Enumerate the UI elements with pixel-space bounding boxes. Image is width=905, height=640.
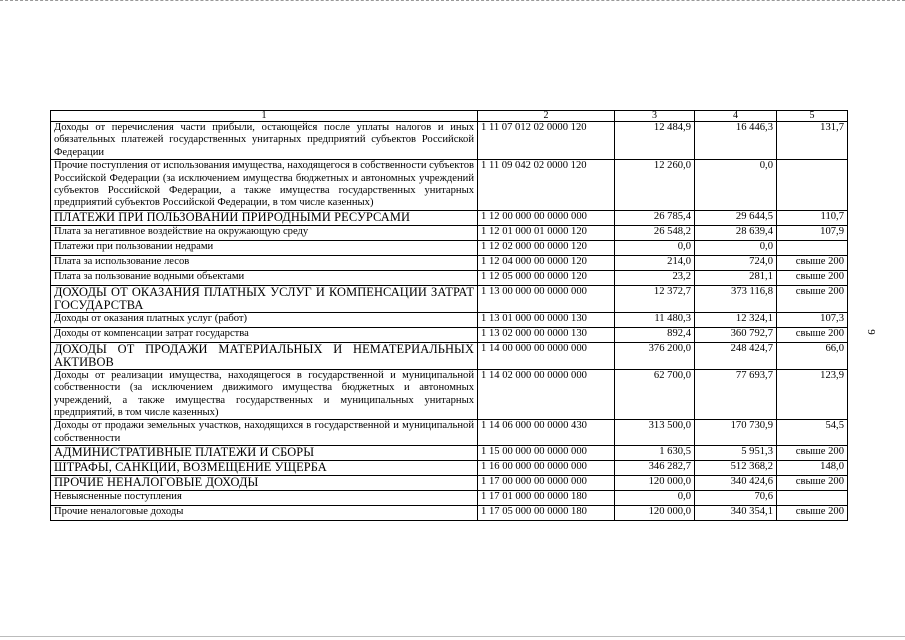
- row-value-col3: 12 484,9: [615, 122, 695, 160]
- header-col-1: 1: [51, 111, 478, 122]
- row-name-cell: Прочие неналоговые доходы: [51, 506, 478, 521]
- row-name-cell: Плата за использование лесов: [51, 255, 478, 270]
- row-value-col4: 340 354,1: [695, 506, 777, 521]
- row-name-cell: ПЛАТЕЖИ ПРИ ПОЛЬЗОВАНИИ ПРИРОДНЫМИ РЕСУРСАМИ: [51, 210, 478, 225]
- row-value-col4: 0,0: [695, 240, 777, 255]
- row-value-col4: 16 446,3: [695, 122, 777, 160]
- table-row: [51, 255, 848, 270]
- row-value-col5: свыше 200: [777, 506, 848, 521]
- scan-edge-bottom: [0, 636, 905, 637]
- row-code-cell: 1 12 01 000 01 0000 120: [478, 225, 615, 240]
- row-name-cell: ШТРАФЫ, САНКЦИИ, ВОЗМЕЩЕНИЕ УЩЕРБА: [51, 461, 478, 476]
- table-section-row: [51, 446, 848, 461]
- row-value-col3: 12 260,0: [615, 160, 695, 211]
- row-value-col3: 120 000,0: [615, 506, 695, 521]
- row-value-col3: 23,2: [615, 270, 695, 285]
- row-name-cell: Платежи при пользовании недрами: [51, 240, 478, 255]
- row-name-cell: Невыясненные поступления: [51, 491, 478, 506]
- row-value-col4: 5 951,3: [695, 446, 777, 461]
- table-row: [51, 506, 848, 521]
- row-value-col4: 724,0: [695, 255, 777, 270]
- row-value-col5: свыше 200: [777, 446, 848, 461]
- table-row: [51, 122, 848, 160]
- row-code-cell: 1 12 02 000 00 0000 120: [478, 240, 615, 255]
- row-value-col5: [777, 160, 848, 211]
- row-value-col5: 54,5: [777, 420, 848, 446]
- row-value-col4: 340 424,6: [695, 476, 777, 491]
- row-value-col4: 512 368,2: [695, 461, 777, 476]
- table-row: [51, 270, 848, 285]
- row-value-col4: 77 693,7: [695, 369, 777, 420]
- table-row: [51, 327, 848, 342]
- row-value-col3: 892,4: [615, 327, 695, 342]
- row-value-col3: 376 200,0: [615, 342, 695, 369]
- row-name-cell: ДОХОДЫ ОТ ПРОДАЖИ МАТЕРИАЛЬНЫХ И НЕМАТЕРИАЛЬНЫХ АКТИВОВ: [51, 342, 478, 369]
- table-row: [51, 491, 848, 506]
- row-value-col4: 28 639,4: [695, 225, 777, 240]
- row-code-cell: 1 15 00 000 00 0000 000: [478, 446, 615, 461]
- row-code-cell: 1 12 00 000 00 0000 000: [478, 210, 615, 225]
- row-code-cell: 1 17 01 000 00 0000 180: [478, 491, 615, 506]
- row-name-cell: Плата за негативное воздействие на окружающую среду: [51, 225, 478, 240]
- row-value-col5: 110,7: [777, 210, 848, 225]
- row-code-cell: 1 13 00 000 00 0000 000: [478, 285, 615, 312]
- row-value-col5: 66,0: [777, 342, 848, 369]
- row-value-col5: 107,3: [777, 312, 848, 327]
- row-code-cell: 1 17 00 000 00 0000 000: [478, 476, 615, 491]
- row-name-cell: Доходы от продажи земельных участков, находящихся в государственной и муниципальной собственности: [51, 420, 478, 446]
- table-row: [51, 420, 848, 446]
- table-row: [51, 369, 848, 420]
- row-value-col5: свыше 200: [777, 327, 848, 342]
- header-col-5: 5: [777, 111, 848, 122]
- row-value-col4: 248 424,7: [695, 342, 777, 369]
- row-value-col3: 11 480,3: [615, 312, 695, 327]
- row-name-cell: Плата за пользование водными объектами: [51, 270, 478, 285]
- row-code-cell: 1 12 04 000 00 0000 120: [478, 255, 615, 270]
- row-name-cell: Прочие поступления от использования имущества, находящегося в собственности субъектов Российской Федерации (за исключением имущества бюджетных и автономных учреждений субъектов Российской Федерации, а также имущества государственных унитарных предприятий субъектов Российской Федерации, в том числе казенных): [51, 160, 478, 211]
- row-value-col3: 12 372,7: [615, 285, 695, 312]
- table-row: [51, 225, 848, 240]
- row-name-cell: АДМИНИСТРАТИВНЫЕ ПЛАТЕЖИ И СБОРЫ: [51, 446, 478, 461]
- revenue-table: [50, 110, 848, 521]
- row-value-col4: 70,6: [695, 491, 777, 506]
- row-code-cell: 1 14 02 000 00 0000 000: [478, 369, 615, 420]
- row-value-col4: 373 116,8: [695, 285, 777, 312]
- row-value-col5: 107,9: [777, 225, 848, 240]
- row-name-cell: Доходы от компенсации затрат государства: [51, 327, 478, 342]
- row-code-cell: 1 12 05 000 00 0000 120: [478, 270, 615, 285]
- row-name-cell: Доходы от перечисления части прибыли, остающейся после уплаты налогов и иных обязательных платежей государственных унитарных предприятий субъектов Российской Федерации: [51, 122, 478, 160]
- row-value-col3: 346 282,7: [615, 461, 695, 476]
- row-value-col3: 1 630,5: [615, 446, 695, 461]
- row-value-col4: 360 792,7: [695, 327, 777, 342]
- row-value-col3: 26 785,4: [615, 210, 695, 225]
- table-section-row: [51, 285, 848, 312]
- row-name-cell: Доходы от реализации имущества, находящегося в государственной и муниципальной собственности (за исключением движимого имущества бюджетных и автономных учреждений, а также имущества государственных и муниципальных унитарных предприятий, в том числе казенных): [51, 369, 478, 420]
- header-col-3: 3: [615, 111, 695, 122]
- table-row: [51, 160, 848, 211]
- scan-edge-top: [0, 0, 905, 1]
- row-value-col5: свыше 200: [777, 476, 848, 491]
- table-row: [51, 240, 848, 255]
- row-name-cell: ДОХОДЫ ОТ ОКАЗАНИЯ ПЛАТНЫХ УСЛУГ И КОМПЕНСАЦИИ ЗАТРАТ ГОСУДАРСТВА: [51, 285, 478, 312]
- row-value-col5: [777, 240, 848, 255]
- table-row: [51, 312, 848, 327]
- table-section-row: [51, 461, 848, 476]
- row-value-col3: 120 000,0: [615, 476, 695, 491]
- row-value-col4: 29 644,5: [695, 210, 777, 225]
- row-value-col4: 0,0: [695, 160, 777, 211]
- header-col-2: 2: [478, 111, 615, 122]
- row-value-col3: 0,0: [615, 240, 695, 255]
- header-col-4: 4: [695, 111, 777, 122]
- row-value-col4: 12 324,1: [695, 312, 777, 327]
- row-code-cell: 1 13 02 000 00 0000 130: [478, 327, 615, 342]
- row-name-cell: ПРОЧИЕ НЕНАЛОГОВЫЕ ДОХОДЫ: [51, 476, 478, 491]
- row-name-cell: Доходы от оказания платных услуг (работ): [51, 312, 478, 327]
- row-code-cell: 1 11 09 042 02 0000 120: [478, 160, 615, 211]
- row-code-cell: 1 14 06 000 00 0000 430: [478, 420, 615, 446]
- row-value-col5: 123,9: [777, 369, 848, 420]
- row-value-col5: 131,7: [777, 122, 848, 160]
- row-value-col5: свыше 200: [777, 270, 848, 285]
- row-value-col3: 214,0: [615, 255, 695, 270]
- row-code-cell: 1 13 01 000 00 0000 130: [478, 312, 615, 327]
- row-value-col4: 281,1: [695, 270, 777, 285]
- row-code-cell: 1 14 00 000 00 0000 000: [478, 342, 615, 369]
- row-value-col5: 148,0: [777, 461, 848, 476]
- table-header-row: [51, 111, 848, 122]
- row-value-col3: 313 500,0: [615, 420, 695, 446]
- table-section-row: [51, 210, 848, 225]
- row-value-col3: 26 548,2: [615, 225, 695, 240]
- row-value-col5: [777, 491, 848, 506]
- row-value-col3: 0,0: [615, 491, 695, 506]
- row-code-cell: 1 17 05 000 00 0000 180: [478, 506, 615, 521]
- table-section-row: [51, 342, 848, 369]
- row-value-col4: 170 730,9: [695, 420, 777, 446]
- page-number: 9: [865, 329, 877, 335]
- table-section-row: [51, 476, 848, 491]
- row-value-col5: свыше 200: [777, 255, 848, 270]
- row-value-col5: свыше 200: [777, 285, 848, 312]
- row-code-cell: 1 11 07 012 02 0000 120: [478, 122, 615, 160]
- row-code-cell: 1 16 00 000 00 0000 000: [478, 461, 615, 476]
- row-value-col3: 62 700,0: [615, 369, 695, 420]
